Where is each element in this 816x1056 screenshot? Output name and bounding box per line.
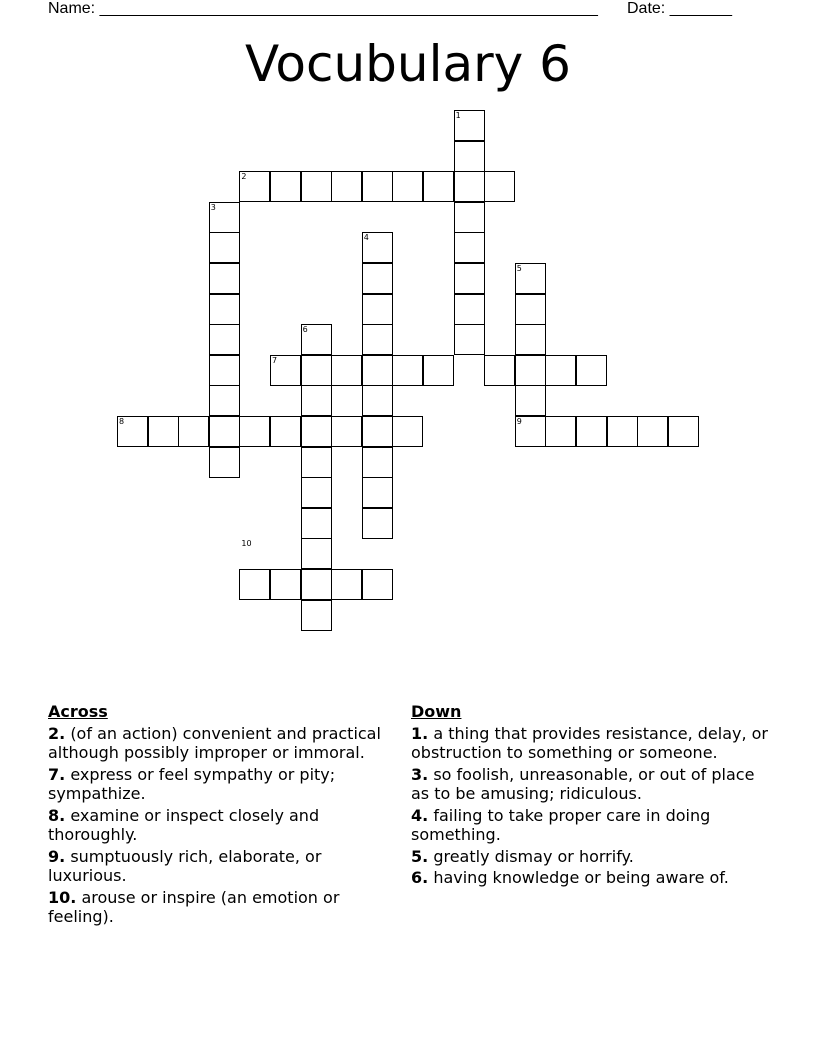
clue-text: so foolish, unreasonable, or out of place as to be amusing; ridiculous. — [411, 764, 755, 803]
crossword-cell[interactable] — [331, 416, 362, 447]
clue-number-label: 5 — [516, 264, 522, 273]
clue-number-label: 1 — [455, 111, 461, 120]
crossword-cell[interactable] — [362, 263, 393, 294]
crossword-cell[interactable] — [301, 355, 332, 386]
name-field-label: Name: ________________________________________________________ — [48, 0, 598, 17]
crossword-cell[interactable] — [607, 416, 638, 447]
clue-number: 9. — [48, 846, 66, 866]
clue-text: arouse or inspire (an emotion or feeling). — [48, 887, 340, 926]
crossword-cell[interactable] — [209, 324, 240, 355]
crossword-cell[interactable] — [454, 294, 485, 325]
crossword-cell[interactable] — [209, 447, 240, 478]
crossword-cell[interactable] — [301, 538, 332, 569]
crossword-cell[interactable] — [178, 416, 209, 447]
clue-number-label: 6 — [302, 325, 308, 335]
crossword-cell[interactable] — [515, 324, 546, 355]
clue-text: sumptuously rich, elaborate, or luxurious. — [48, 846, 322, 885]
clue-text: having knowledge or being aware of. — [433, 868, 729, 887]
across-heading: Across — [48, 702, 108, 721]
crossword-cell[interactable] — [270, 171, 301, 202]
crossword-cell[interactable] — [209, 385, 240, 416]
crossword-cell[interactable] — [209, 355, 240, 386]
clue-number-label: 2 — [241, 172, 247, 182]
clue-number: 2. — [48, 723, 66, 743]
crossword-cell[interactable] — [209, 416, 240, 447]
crossword-cell[interactable] — [362, 385, 393, 416]
crossword-cell[interactable] — [454, 202, 485, 233]
crossword-cell[interactable] — [270, 569, 301, 600]
clue-number: 5. — [411, 846, 429, 866]
down-clue — [411, 724, 771, 763]
crossword-cell[interactable] — [515, 385, 546, 416]
clue-number: 10. — [48, 887, 77, 907]
clue-number-label: 8 — [119, 417, 125, 426]
clue-text: examine or inspect closely and thoroughly. — [48, 805, 320, 844]
crossword-cell[interactable] — [362, 447, 393, 478]
crossword-cell[interactable] — [301, 569, 332, 600]
crossword-cell[interactable] — [423, 171, 454, 202]
crossword-cell[interactable] — [362, 416, 393, 447]
across-clue — [48, 847, 403, 886]
across-clue — [48, 724, 403, 763]
down-clue — [411, 847, 771, 867]
crossword-cell[interactable] — [576, 416, 607, 447]
crossword-cell[interactable] — [362, 355, 393, 386]
down-clue — [411, 765, 771, 804]
clue-number: 7. — [48, 764, 66, 784]
down-heading: Down — [411, 702, 462, 721]
crossword-cell[interactable] — [301, 477, 332, 508]
clue-number-label: 9 — [516, 417, 522, 426]
crossword-cell[interactable] — [209, 232, 240, 263]
clue-text: a thing that provides resistance, delay, or obstruction to something or someone. — [411, 723, 769, 762]
crossword-cell[interactable] — [209, 294, 240, 325]
down-clue — [411, 806, 771, 845]
crossword-cell[interactable] — [362, 324, 393, 355]
crossword-cell[interactable] — [484, 355, 515, 386]
clue-number-label: 4 — [363, 233, 369, 243]
crossword-cell[interactable] — [454, 141, 485, 172]
clue-number-label: 10 — [241, 539, 252, 549]
crossword-cell[interactable] — [515, 294, 546, 325]
crossword-cell[interactable] — [545, 416, 576, 447]
crossword-cell[interactable] — [301, 416, 332, 447]
crossword-cell[interactable] — [392, 416, 423, 447]
crossword-cell[interactable] — [454, 171, 485, 202]
clue-number: 3. — [411, 764, 429, 784]
clue-text: express or feel sympathy or pity; sympathize. — [48, 764, 336, 803]
crossword-cell[interactable] — [484, 171, 515, 202]
crossword-cell[interactable] — [454, 324, 485, 355]
crossword-cell[interactable] — [454, 263, 485, 294]
crossword-cell[interactable] — [637, 416, 668, 447]
clue-number: 1. — [411, 723, 429, 743]
clue-text: (of an action) convenient and practical although possibly improper or immoral. — [48, 723, 381, 762]
crossword-cell[interactable] — [301, 385, 332, 416]
crossword-cell[interactable] — [301, 600, 332, 631]
across-clue — [48, 806, 403, 845]
clue-number-label: 7 — [272, 355, 278, 365]
clue-number: 8. — [48, 805, 66, 825]
crossword-cell[interactable] — [362, 294, 393, 325]
crossword-cell[interactable] — [331, 171, 362, 202]
crossword-cell[interactable] — [331, 355, 362, 386]
crossword-cell[interactable] — [423, 355, 454, 386]
clue-number: 4. — [411, 805, 429, 825]
crossword-cell[interactable] — [392, 355, 423, 386]
crossword-cell[interactable] — [301, 447, 332, 478]
crossword-cell[interactable] — [362, 477, 393, 508]
clue-number: 6. — [411, 868, 429, 887]
across-clues — [48, 702, 403, 929]
down-clues — [411, 702, 771, 890]
crossword-cell[interactable] — [668, 416, 699, 447]
date-field-label: Date: _______ — [627, 0, 732, 17]
crossword-cell[interactable] — [362, 171, 393, 202]
down-clue — [411, 868, 771, 888]
crossword-cell[interactable] — [148, 416, 179, 447]
crossword-cell[interactable] — [270, 416, 301, 447]
crossword-cell[interactable] — [239, 569, 270, 600]
crossword-cell[interactable] — [239, 416, 270, 447]
crossword-cell[interactable] — [331, 569, 362, 600]
across-clue — [48, 888, 403, 927]
crossword-cell[interactable] — [301, 508, 332, 539]
page-title: Vocubulary 6 — [245, 35, 571, 93]
across-clue — [48, 765, 403, 804]
clue-text: greatly dismay or horrify. — [433, 846, 634, 866]
crossword-cell[interactable] — [209, 263, 240, 294]
crossword-cell[interactable] — [454, 232, 485, 263]
crossword-cell[interactable] — [362, 508, 393, 539]
clue-text: failing to take proper care in doing something. — [411, 805, 711, 844]
crossword-cell[interactable] — [392, 171, 423, 202]
crossword-cell[interactable] — [301, 171, 332, 202]
crossword-cell[interactable] — [515, 355, 546, 386]
crossword-cell[interactable] — [545, 355, 576, 386]
crossword-cell[interactable] — [362, 569, 393, 600]
clue-number-label: 3 — [210, 202, 216, 212]
crossword-cell[interactable] — [576, 355, 607, 386]
